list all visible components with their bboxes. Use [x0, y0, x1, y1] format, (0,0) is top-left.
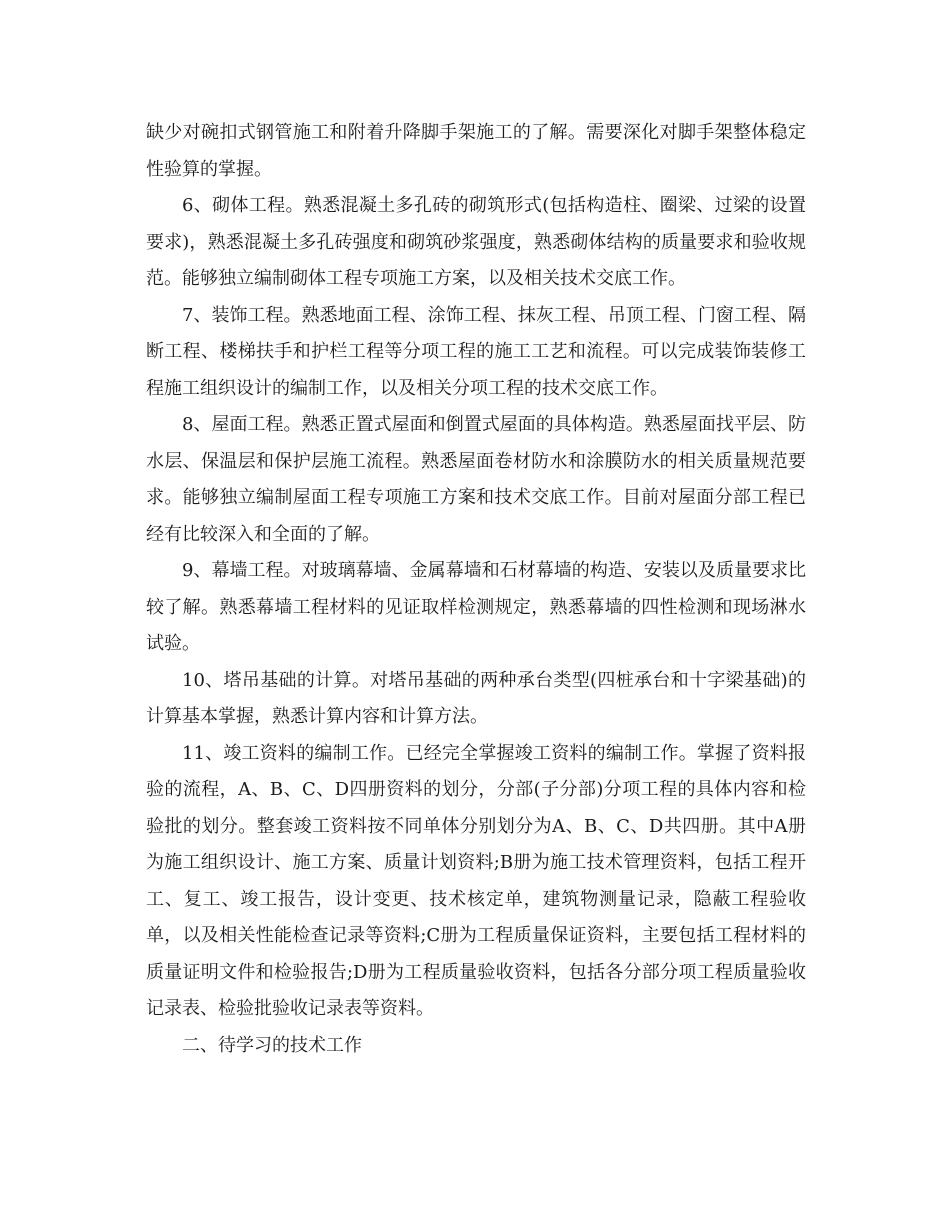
paragraph-decoration: 7、装饰工程。熟悉地面工程、涂饰工程、抹灰工程、吊顶工程、门窗工程、隔断工程、楼梯扶手和护栏工程等分项工程的施工工艺和流程。可以完成装饰装修工程施工组织设计的编制工作，以及相关分项工程的技术交底工作。: [146, 304, 806, 399]
paragraph-roofing: 8、屋面工程。熟悉正置式屋面和倒置式屋面的具体构造。熟悉屋面找平层、防水层、保温层和保护层施工流程。熟悉屋面卷材防水和涂膜防水的相关质量规范要求。能够独立编制屋面工程专项施工方案和技术交底工作。目前对屋面分部工程已经有比较深入和全面的了解。: [146, 414, 806, 545]
paragraph-completion-docs: 11、竣工资料的编制工作。已经完全掌握竣工资料的编制工作。掌握了资料报验的流程，A、B、C、D四册资料的划分，分部(子分部)分项工程的具体内容和检验批的划分。整套竣工资料按不同单体分别划分为A、B、C、D共四册。其中A册为施工组织设计、施工方案、质量计划资料;B册为施工技术管理资料，包括工程开工、复工、竣工报告，设计变更、技术核定单，建筑物测量记录，隐蔽工程验收单，以及相关性能检查记录等资料;C册为工程质量保证资料，主要包括工程材料的质量证明文件和检验报告;D册为工程质量验收资料，包括各分部分项工程质量验收记录表、检验批验收记录表等资料。: [146, 742, 806, 1019]
paragraph-tower-crane: 10、塔吊基础的计算。对塔吊基础的两种承台类型(四桩承台和十字梁基础)的计算基本掌握，熟悉计算内容和计算方法。: [146, 669, 806, 727]
paragraph-scaffold-continuation: 缺少对碗扣式钢管施工和附着升降脚手架施工的了解。需要深化对脚手架整体稳定性验算的掌握。: [146, 122, 806, 180]
document-body: [146, 115, 806, 1064]
paragraph-masonry: 6、砌体工程。熟悉混凝土多孔砖的砌筑形式(包括构造柱、圈梁、过梁的设置要求)，熟悉混凝土多孔砖强度和砌筑砂浆强度，熟悉砌体结构的质量要求和验收规范。能够独立编制砌体工程专项施工方案，以及相关技术交底工作。: [146, 195, 806, 289]
paragraph-curtain-wall: 9、幕墙工程。对玻璃幕墙、金属幕墙和石材幕墙的构造、安装以及质量要求比较了解。熟悉幕墙工程材料的见证取样检测规定，熟悉幕墙的四性检测和现场淋水试验。: [146, 560, 806, 654]
section-heading: 二、待学习的技术工作: [182, 1034, 362, 1056]
